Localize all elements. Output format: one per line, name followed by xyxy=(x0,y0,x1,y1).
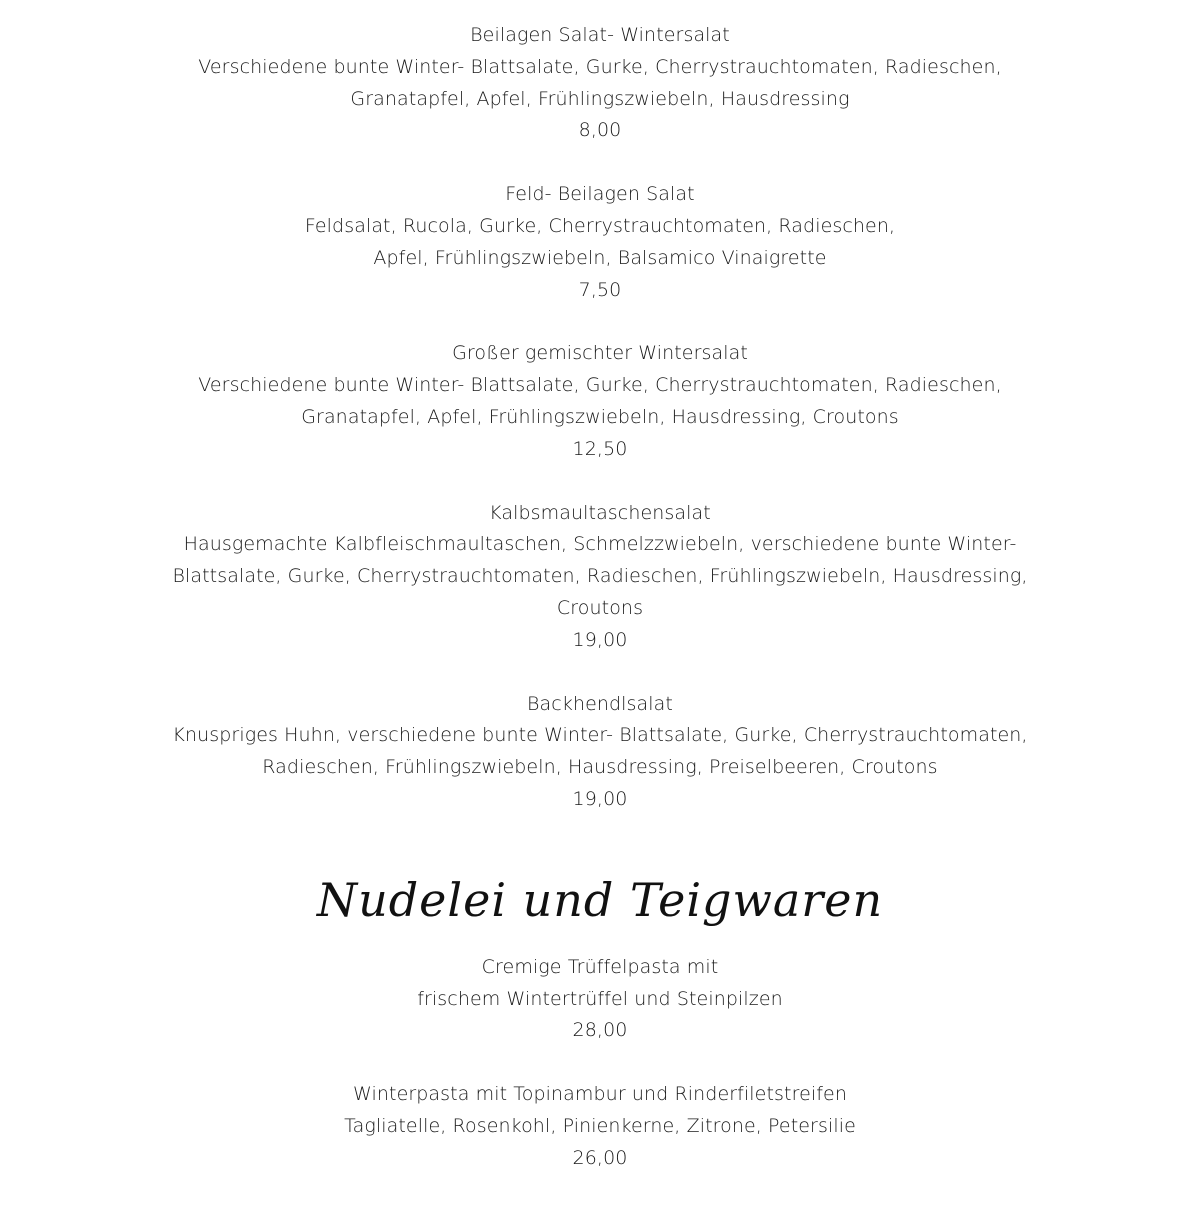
item-description: Granatapfel, Apfel, Frühlingszwiebeln, Hausdressing xyxy=(350,87,850,110)
menu-item xyxy=(0,952,1200,1047)
item-description: Tagliatelle, Rosenkohl, Pinienkerne, Zitrone, Petersilie xyxy=(344,1114,856,1137)
section-title: Nudelei und Teigwaren xyxy=(316,872,884,927)
menu-item xyxy=(0,1079,1200,1174)
item-price: 19,00 xyxy=(572,787,628,810)
menu-item xyxy=(0,338,1200,465)
item-price: 26,00 xyxy=(572,1146,628,1169)
item-description: Hausgemachte Kalbfleischmaultaschen, Schmelzzwiebeln, verschiedene bunte Winter- xyxy=(183,533,1017,556)
menu-page xyxy=(0,20,1200,1207)
item-description: Blattsalate, Gurke, Cherrystrauchtomaten, Radieschen, Frühlingszwiebeln, Hausdressing, xyxy=(172,565,1028,588)
item-description: Croutons xyxy=(556,596,644,619)
item-name: Kalbsmaultaschensalat xyxy=(489,501,711,524)
item-description: Verschiedene bunte Winter- Blattsalate, Gurke, Cherrystrauchtomaten, Radieschen, xyxy=(198,55,1002,78)
item-description: frischem Wintertrüffel und Steinpilzen xyxy=(417,987,783,1010)
menu-item xyxy=(0,179,1200,306)
item-description: Apfel, Frühlingszwiebeln, Balsamico Vinaigrette xyxy=(373,246,827,269)
item-description: Radieschen, Frühlingszwiebeln, Hausdressing, Preiselbeeren, Croutons xyxy=(262,756,938,779)
menu-item xyxy=(0,689,1200,816)
item-description: Knuspriges Huhn, verschiedene bunte Winter- Blattsalate, Gurke, Cherrystrauchtomaten, xyxy=(172,724,1028,747)
item-description: Feldsalat, Rucola, Gurke, Cherrystrauchtomaten, Radieschen, xyxy=(304,214,896,237)
item-price: 28,00 xyxy=(572,1019,628,1042)
item-name: Backhendlsalat xyxy=(527,692,673,715)
item-name: Cremige Trüffelpasta mit xyxy=(481,955,719,978)
item-price: 8,00 xyxy=(578,119,622,142)
item-name: Feld- Beilagen Salat xyxy=(505,183,695,206)
menu-item xyxy=(0,498,1200,657)
menu-item xyxy=(0,20,1200,147)
item-name: Winterpasta mit Topinambur und Rinderfiletstreifen xyxy=(353,1083,847,1106)
item-description: Granatapfel, Apfel, Frühlingszwiebeln, Hausdressing, Croutons xyxy=(301,405,899,428)
item-price: 12,50 xyxy=(572,437,628,460)
item-price: 19,00 xyxy=(572,628,628,651)
item-name: Großer gemischter Wintersalat xyxy=(452,342,748,365)
item-description: Verschiedene bunte Winter- Blattsalate, Gurke, Cherrystrauchtomaten, Radieschen, xyxy=(198,374,1002,397)
item-name: Beilagen Salat- Wintersalat xyxy=(470,24,730,46)
item-price: 7,50 xyxy=(578,278,622,301)
